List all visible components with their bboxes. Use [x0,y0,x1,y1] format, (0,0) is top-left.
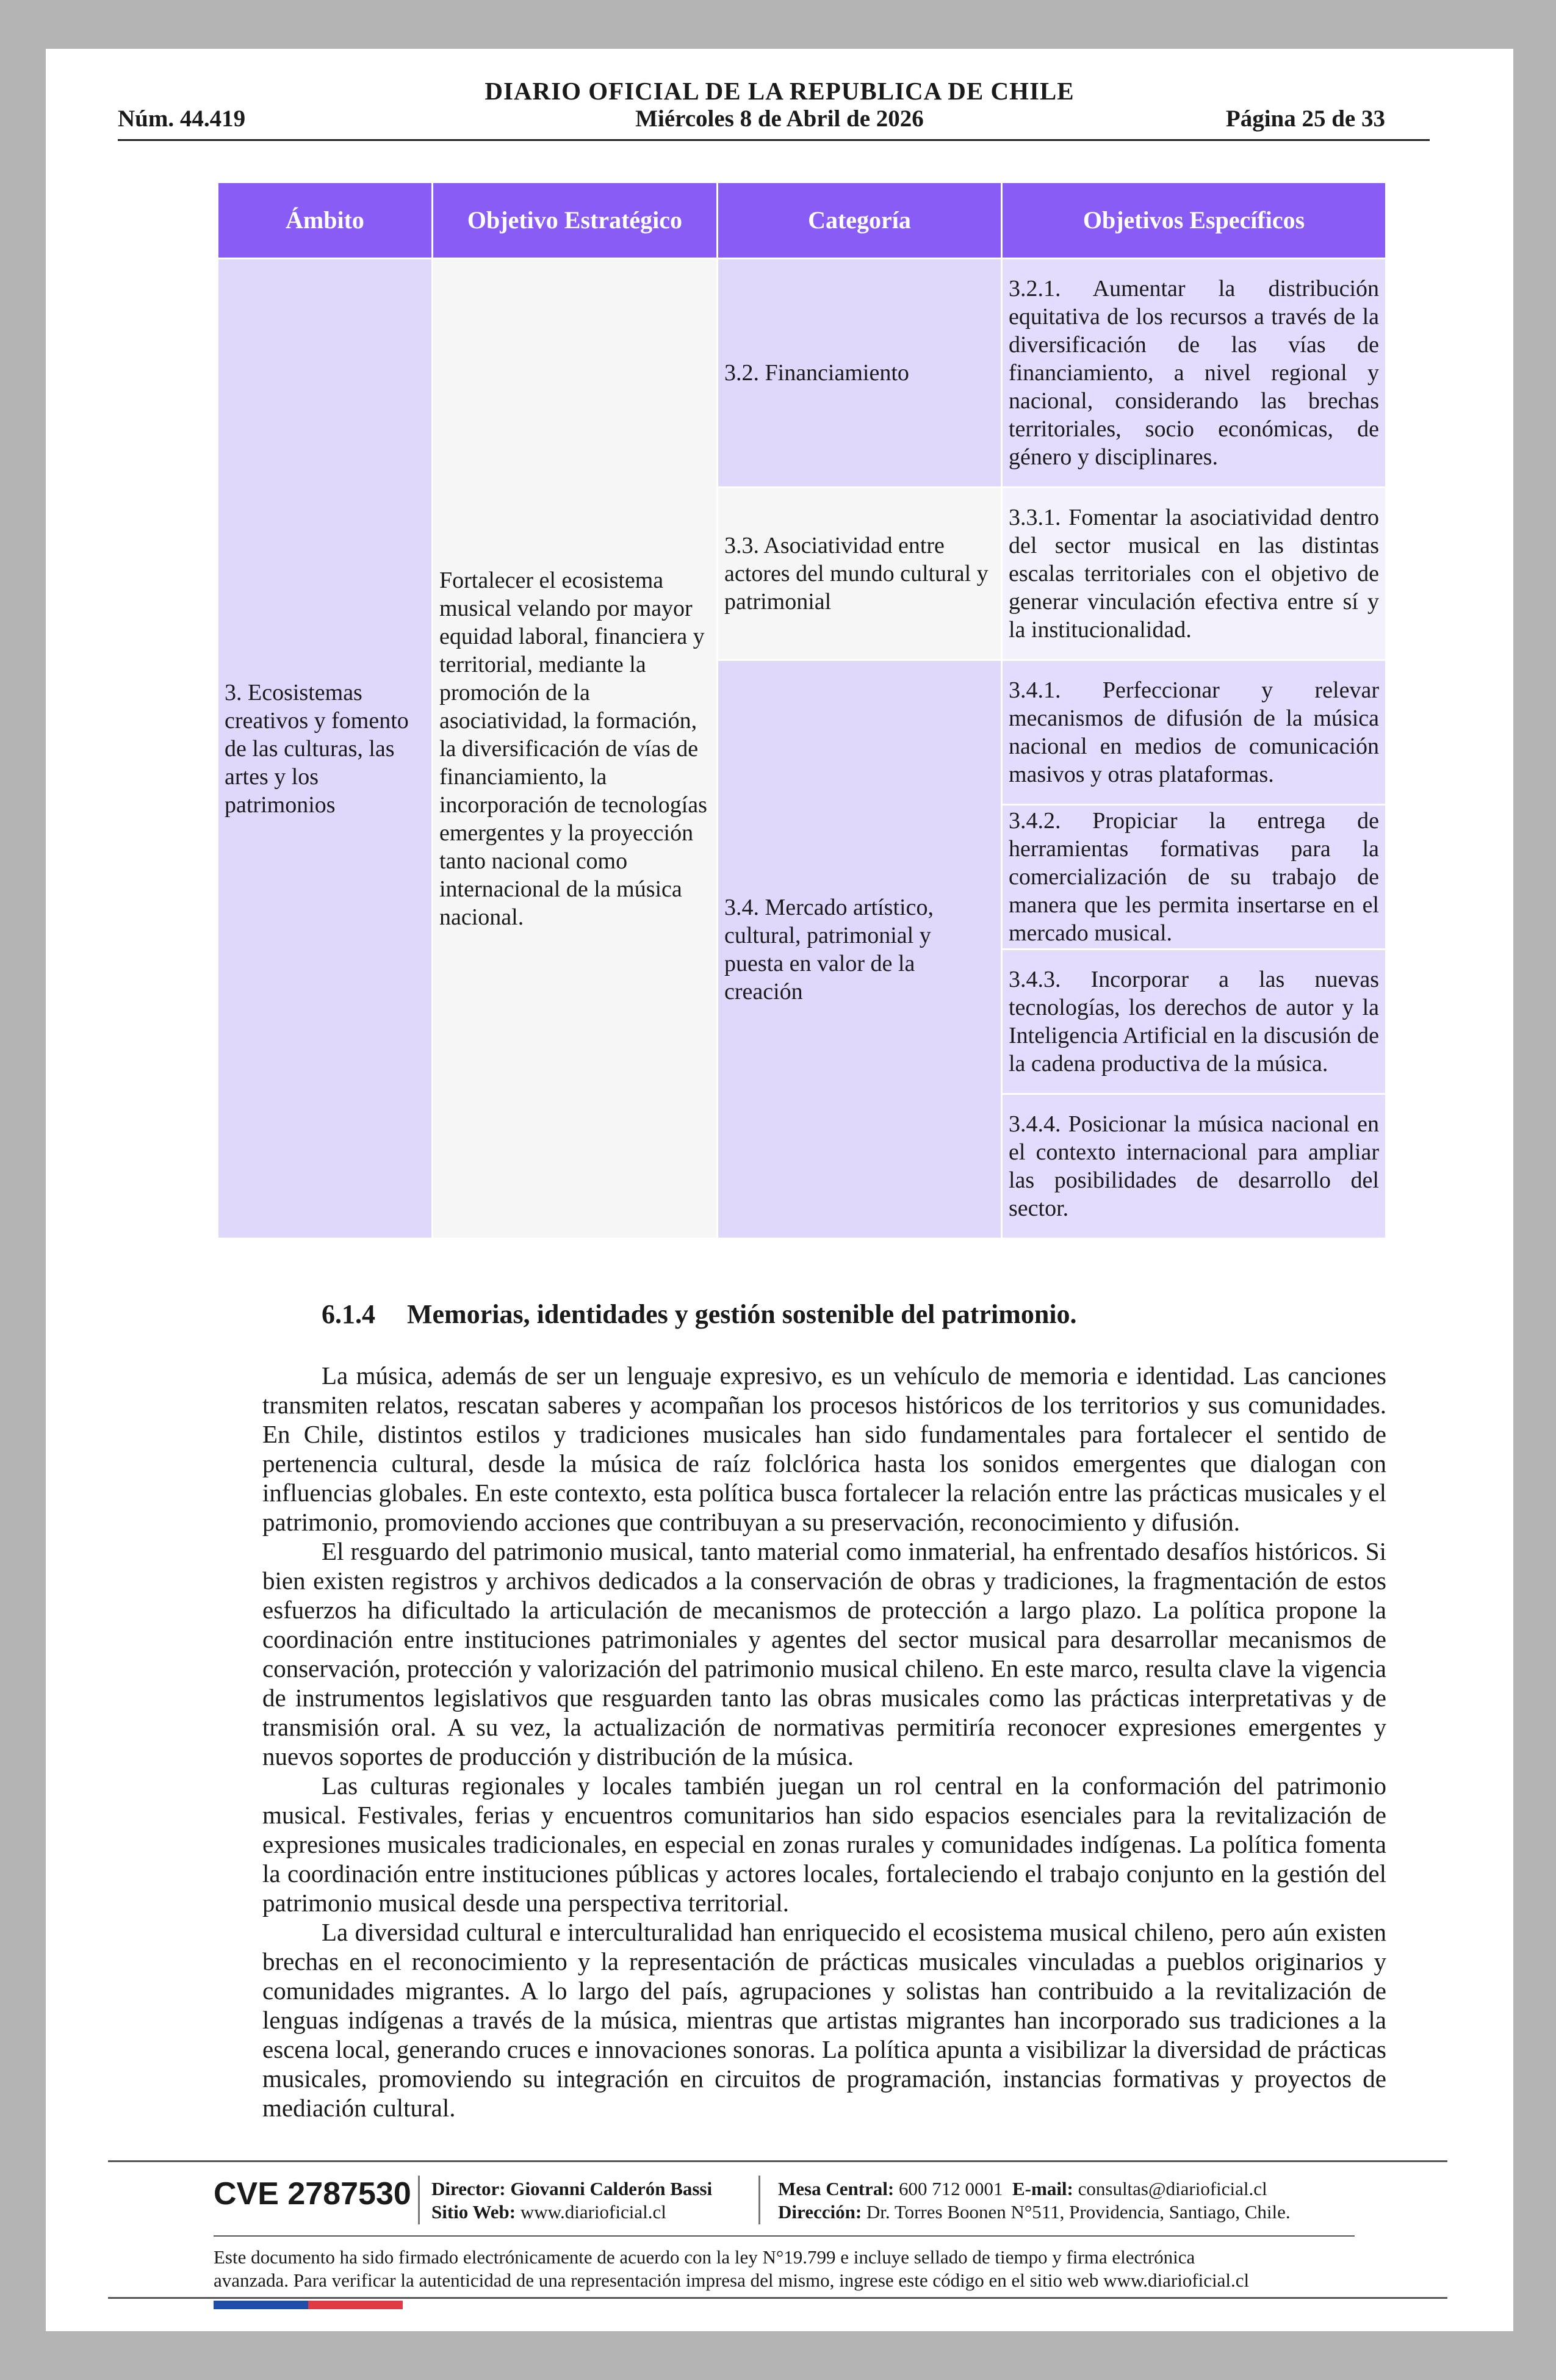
especifico-text: 3.3.1. Fomentar la asociatividad dentro del sector musical en las distintas escalas territoriales con el objetivo de generar vinculación efectiva entre sí y la institucionalidad. [1009,505,1379,643]
cell-especifico-3-4-4 [1002,1094,1386,1239]
cell-categoria-3-2: 3.2. Financiamiento [718,259,1002,488]
web-link[interactable]: www.diarioficial.cl [520,2201,666,2223]
cve-code: CVE 2787530 [214,2176,411,2212]
cell-especifico-3-2-1 [1002,259,1386,488]
header-objetivos-especificos: Objetivos Específicos [1002,182,1386,259]
director-block [431,2177,712,2224]
header-categoria: Categoría [718,182,1002,259]
cell-especifico-3-4-1 [1002,660,1386,805]
director-label: Director: [431,2178,506,2199]
paragraph: El resguardo del patrimonio musical, tanto material como inmaterial, ha enfrentado desafíos históricos. Si bien existen registros y archivos dedicados a la conservación de obras y tradiciones, la fragmentación de estos esfuerzos ha dificultado la articulación de mecanismos de protección a largo plazo. La política propone la coordinación entre instituciones patrimoniales y agentes del sector musical para desarrollar mecanismos de conservación, protección y valorización del patrimonio musical chileno. En este marco, resulta clave la vigencia de instrumentos legislativos que resguarden tanto las obras musicales como las prácticas interpretativas y de transmisión oral. A su vez, la actualización de normativas permitiría reconocer expresiones emergentes y nuevos soportes de producción y distribución de la música. [262,1537,1386,1770]
cell-categoria-3-4: 3.4. Mercado artístico, cultural, patrimonial y puesta en valor de la creación [718,660,1002,1239]
legal-notice [214,2246,1388,2292]
footer-separator [418,2176,420,2224]
flag-stripe-blue [214,2301,308,2309]
cell-especifico-3-4-3 [1002,950,1386,1094]
direccion-label: Dirección: [778,2201,862,2223]
cell-especifico-3-3-1 [1002,488,1386,660]
header-divider [118,139,1430,141]
footer-divider-bottom [108,2297,1447,2299]
objectives-table [217,181,1387,1239]
section-number: 6.1.4 [322,1299,375,1329]
legal-line: Este documento ha sido firmado electrónicamente de acuerdo con la ley N°19.799 e incluye sellado de tiempo y firma electrónica [214,2246,1195,2268]
header-objetivo-estrategico: Objetivo Estratégico [433,182,718,259]
direccion-value: Dr. Torres Boonen N°511, Providencia, Santiago, Chile. [866,2201,1291,2223]
web-label: Sitio Web: [431,2201,516,2223]
document-page [46,49,1513,2331]
section-body [262,1361,1386,2122]
email-link[interactable]: consultas@diarioficial.cl [1078,2178,1267,2199]
issue-date: Miércoles 8 de Abril de 2026 [635,106,924,132]
especifico-text: 3.4.4. Posicionar la música nacional en el contexto internacional para ampliar las posibilidades de desarrollo del sector. [1009,1111,1379,1221]
especifico-text: 3.2.1. Aumentar la distribución equitativa de los recursos a través de la diversificación de las vías de financiamiento, a nivel regional y nacional, considerando las brechas territoriales, socio económicas, de género y disciplinares. [1009,276,1379,470]
section-heading [322,1299,1077,1330]
page-number: Página 25 de 33 [1225,106,1385,132]
mesa-label: Mesa Central: [778,2178,895,2199]
director-name: Giovanni Calderón Bassi [510,2178,713,2199]
paragraph: Las culturas regionales y locales también juegan un rol central en la conformación del patrimonio musical. Festivales, ferias y encuentros comunitarios han sido espacios esenciales para la revitalización de expresiones musicales tradicionales, en especial en zonas rurales y comunidades indígenas. La política fomenta la coordinación entre instituciones públicas y actores locales, fortaleciendo el trabajo conjunto en la gestión del patrimonio musical desde una perspectiva territorial. [262,1772,1386,1917]
newspaper-title: DIARIO OFICIAL DE LA REPUBLICA DE CHILE [484,77,1075,105]
issue-number: Núm. 44.419 [118,106,246,132]
legal-line: avanzada. Para verificar la autenticidad de una representación impresa del mismo, ingrese este código en el sitio web www.diarioficial.cl [214,2270,1250,2291]
footer-divider-top [108,2160,1447,2162]
especifico-text: 3.4.1. Perfeccionar y relevar mecanismos de difusión de la música nacional en medios de comunicación masivos y otras plataformas. [1009,677,1379,787]
cell-especifico-3-4-2 [1002,805,1386,950]
email-label: E-mail: [1012,2178,1073,2199]
cell-categoria-3-3: 3.3. Asociatividad entre actores del mundo cultural y patrimonial [718,488,1002,660]
table-row [218,259,1386,488]
paragraph: La diversidad cultural e interculturalidad han enriquecido el ecosistema musical chileno, pero aún existen brechas en el reconocimiento y la representación de prácticas musicales vinculadas a pueblos originarios y comunidades migrantes. A lo largo del país, agrupaciones y solistas han contribuido a la revitalización de lenguas indígenas a través de la música, mientras que artistas migrantes han incorporado sus tradiciones a la escena local, generando cruces e innovaciones sonoras. La política apunta a visibilizar la diversidad de prácticas musicales, promoviendo su integración en circuitos de programación, instancias formativas y proyectos de mediación cultural. [262,1918,1386,2122]
section-title: Memorias, identidades y gestión sostenible del patrimonio. [407,1299,1077,1329]
especifico-text: 3.4.2. Propiciar la entrega de herramientas formativas para la comercialización de su trabajo de manera que les permita insertarse en el mercado musical. [1009,808,1379,946]
especifico-text: 3.4.3. Incorporar a las nuevas tecnologías, los derechos de autor y la Inteligencia Artificial en la discusión de la cadena productiva de la música. [1009,967,1379,1076]
cell-objetivo-estrategico: Fortalecer el ecosistema musical velando por mayor equidad laboral, financiera y territorial, mediante la promoción de la asociatividad, la formación, la diversificación de vías de financiamiento, la incorporación de tecnologías emergentes y la proyección tanto nacional como internacional de la música nacional. [433,259,718,1239]
cell-ambito: 3. Ecosistemas creativos y fomento de las culturas, las artes y los patrimonios [218,259,433,1239]
table-header-row [218,182,1386,259]
header-ambito: Ámbito [218,182,433,259]
mesa-phone: 600 712 0001 [899,2178,1003,2199]
contact-block [778,2177,1291,2224]
footer-divider-mid [214,2235,1355,2237]
paragraph: La música, además de ser un lenguaje expresivo, es un vehículo de memoria e identidad. Las canciones transmiten relatos, rescatan saberes y acompañan los procesos históricos de los territorios y sus comunidades. En Chile, distintos estilos y tradiciones musicales han sido fundamentales para fortalecer el sentido de pertenencia cultural, desde la música de raíz folclórica hasta los sonidos emergentes que dialogan con influencias globales. En este contexto, esta política busca fortalecer la relación entre las prácticas musicales y el patrimonio, promoviendo acciones que contribuyan a su preservación, reconocimiento y difusión. [262,1361,1386,1536]
flag-stripe-red [308,2301,403,2309]
footer-separator [758,2176,760,2224]
